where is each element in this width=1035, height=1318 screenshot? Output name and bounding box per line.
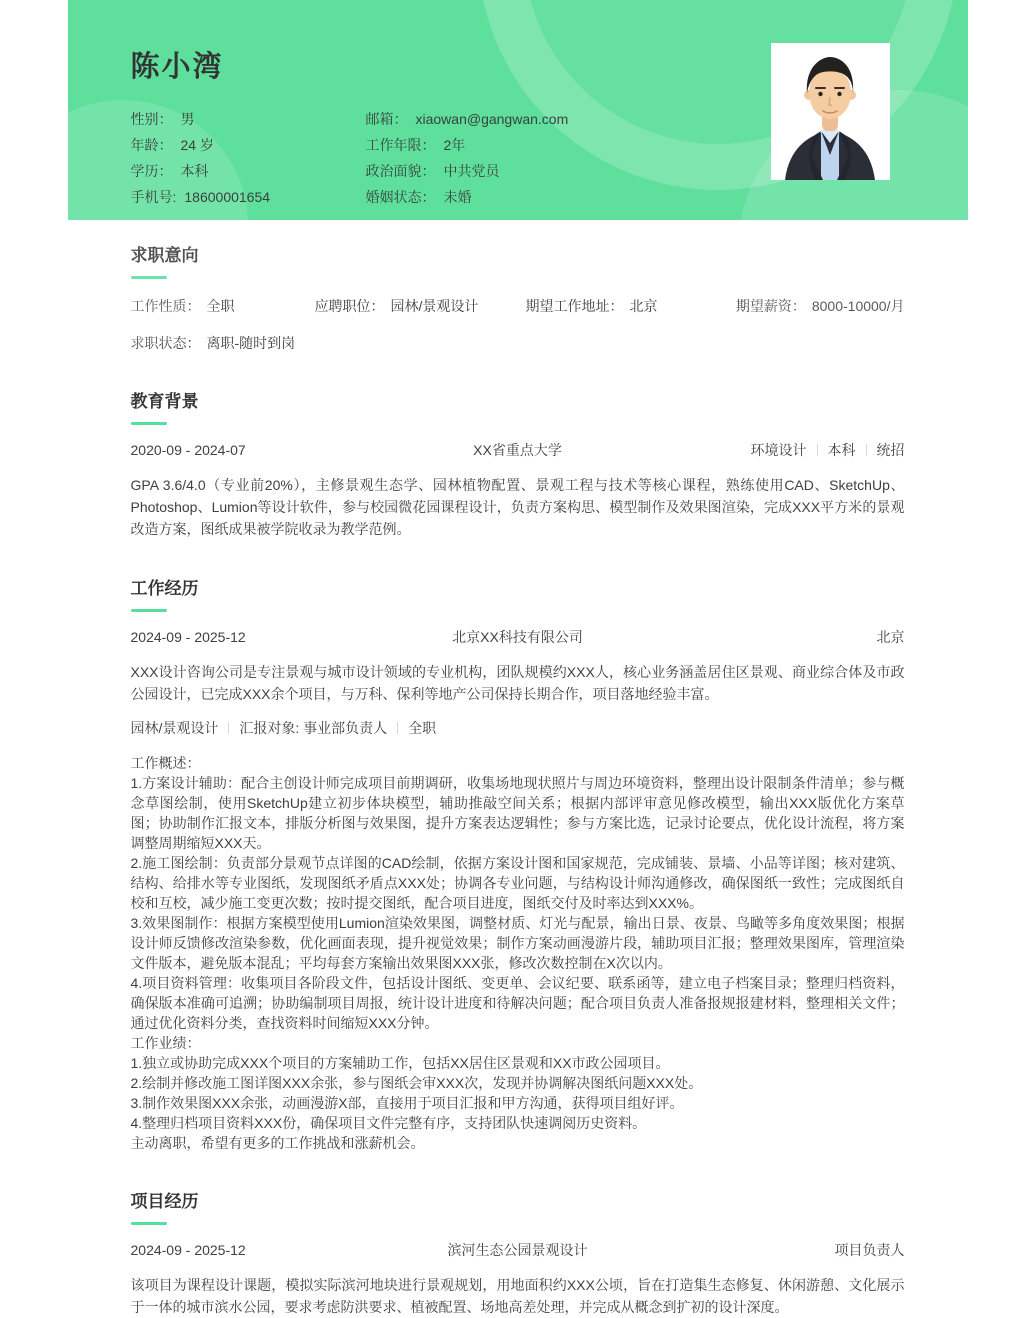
project-period: 2024-09 - 2025-12	[131, 1240, 351, 1260]
project-description: 该项目为课程设计课题，模拟实际滨河地块进行景观规划，用地面积约XXX公顷，旨在打造集生态修复、休闲游憩、文化展示于一体的城市滨水公园，要求考虑防洪要求、植被配置、场地高差处理，并完成从概念到扩初的设计深度。	[131, 1274, 905, 1318]
work-summary-title: 工作概述：	[131, 753, 905, 773]
section-title-project: 项目经历	[131, 1191, 905, 1213]
work-duty-1: 1.方案设计辅助：配合主创设计师完成项目前期调研，收集场地现状照片与周边环境资料，整理出设计限制条件清单；参与概念草图绘制，使用SketchUp建立初步体块模型，辅助推敲空间关系；根据内部评审意见修改模型，输出XXX版优化方案草图；协助制作汇报文本，排版分析图与效果图，提升方案表达逻辑性；参与方案比选，记录讨论要点，优化设计流程，将方案调整周期缩短XXX天。	[131, 773, 905, 853]
work-duty-2: 2.施工图绘制：负责部分景观节点详图的CAD绘制，依据方案设计图和国家规范，完成铺装、景墙、小品等详图；核对建筑、结构、给排水等专业图纸，发现图纸矛盾点XXX处；协调各专业问题，与结构设计师沟通修改，确保图纸一致性；完成图纸自校和互校，减少施工变更次数；按时提交图纸，配合项目进度，图纸交付及时率达到XXX%。	[131, 853, 905, 913]
field-age: 年龄： 24 岁	[131, 132, 366, 158]
edu-tag-degree: 本科	[828, 442, 856, 458]
section-project-experience	[131, 1191, 905, 1318]
leave-reason: 主动离职，希望有更多的工作挑战和涨薪机会。	[131, 1133, 905, 1153]
profile-photo	[771, 43, 890, 180]
field-job-type: 工作性质： 全职	[131, 296, 315, 316]
personal-info-left	[131, 106, 366, 210]
education-school: XX省重点大学	[351, 440, 685, 460]
section-underline	[131, 609, 167, 612]
section-title-education: 教育背景	[131, 391, 905, 413]
project-entry-header	[131, 1240, 905, 1260]
field-target-location: 期望工作地址： 北京	[526, 296, 736, 316]
work-role: 园林/景观设计	[131, 720, 219, 736]
work-duty-4: 4.项目资料管理：收集项目各阶段文件，包括设计图纸、变更单、会议纪要、联系函等，建立电子档案目录；整理归档资料，确保版本准确可追溯；协助编制项目周报，统计设计进度和待解决问题；配合项目负责人准备报规报建材料，整理相关文件；通过优化资料分类，查找资料时间缩短XXX分钟。	[131, 973, 905, 1033]
divider	[397, 722, 398, 734]
work-achievement-2: 2.绘制并修改施工图详图XXX余张，参与图纸会审XXX次，发现并协调解决图纸问题XXX处。	[131, 1073, 905, 1093]
project-role: 项目负责人	[685, 1240, 905, 1260]
education-period: 2020-09 - 2024-07	[131, 440, 351, 460]
field-marital-status: 婚姻状态： 未婚	[366, 184, 905, 210]
work-company: 北京XX科技有限公司	[351, 627, 685, 647]
edu-tag-admission: 统招	[877, 442, 905, 458]
work-meta-row	[131, 718, 905, 738]
work-achievements-title: 工作业绩：	[131, 1033, 905, 1053]
field-political-status: 政治面貌： 中共党员	[366, 158, 905, 184]
field-expected-salary: 期望薪资： 8000-10000/月	[736, 296, 905, 316]
work-duty-3: 3.效果图制作：根据方案模型使用Lumion渲染效果图，调整材质、灯光与配景，输出日景、夜景、鸟瞰等多角度效果图；根据设计师反馈修改渲染参数，优化画面表现，提升视觉效果；制作方案动画漫游片段，辅助项目汇报；整理效果图库，管理渲染文件版本，避免版本混乱；平均每套方案输出效果图XXX张，修改次数控制在X次以内。	[131, 913, 905, 973]
education-tags	[685, 440, 905, 460]
section-underline	[131, 1222, 167, 1225]
field-degree: 学历： 本科	[131, 158, 366, 184]
candidate-name: 陈小湾	[131, 44, 905, 85]
divider	[866, 444, 867, 456]
work-report-to: 汇报对象: 事业部负责人	[239, 720, 387, 736]
work-details	[131, 753, 905, 1153]
work-location: 北京	[685, 627, 905, 647]
field-phone: 手机号: 18600001654	[131, 184, 366, 210]
field-gender: 性别： 男	[131, 106, 366, 132]
resume-page	[68, 0, 968, 1275]
divider	[817, 444, 818, 456]
section-education	[131, 391, 905, 540]
section-title-work: 工作经历	[131, 578, 905, 600]
work-achievement-4: 4.整理归档项目资料XXX份，确保项目文件完整有序，支持团队快速调阅历史资料。	[131, 1113, 905, 1133]
work-period: 2024-09 - 2025-12	[131, 627, 351, 647]
education-entry-header	[131, 440, 905, 460]
divider	[228, 722, 229, 734]
education-description: GPA 3.6/4.0（专业前20%），主修景观生态学、园林植物配置、景观工程与技术等核心课程，熟练使用CAD、SketchUp、Photoshop、Lumion等设计软件，参与校园微花园课程设计，负责方案构思、模型制作及效果图渲染，完成XXX平方米的景观改造方案，图纸成果被学院收录为教学范例。	[131, 474, 905, 540]
work-achievement-1: 1.独立或协助完成XXX个项目的方案辅助工作，包括XX居住区景观和XX市政公园项目。	[131, 1053, 905, 1073]
resume-body	[68, 245, 968, 1318]
field-job-status: 求职状态： 离职-随时到岗	[131, 333, 296, 353]
resume-header	[68, 0, 968, 220]
work-entry-header	[131, 627, 905, 647]
edu-tag-major: 环境设计	[751, 442, 807, 458]
project-name: 滨河生态公园景观设计	[351, 1240, 685, 1260]
field-email: 邮箱： xiaowan@gangwan.com	[366, 106, 905, 132]
field-years-of-experience: 工作年限： 2年	[366, 132, 905, 158]
work-job-type: 全职	[408, 720, 436, 736]
section-underline	[131, 422, 167, 425]
section-title-job-intent: 求职意向	[131, 245, 905, 267]
section-work-experience	[131, 578, 905, 1153]
work-achievement-3: 3.制作效果图XXX余张，动画漫游X部，直接用于项目汇报和甲方沟通，获得项目组好评。	[131, 1093, 905, 1113]
company-description: XXX设计咨询公司是专注景观与城市设计领域的专业机构，团队规模约XXX人，核心业务涵盖居住区景观、商业综合体及市政公园设计，已完成XXX余个项目，与万科、保利等地产公司保持长期合作，项目落地经验丰富。	[131, 661, 905, 705]
field-target-position: 应聘职位： 园林/景观设计	[315, 296, 526, 316]
